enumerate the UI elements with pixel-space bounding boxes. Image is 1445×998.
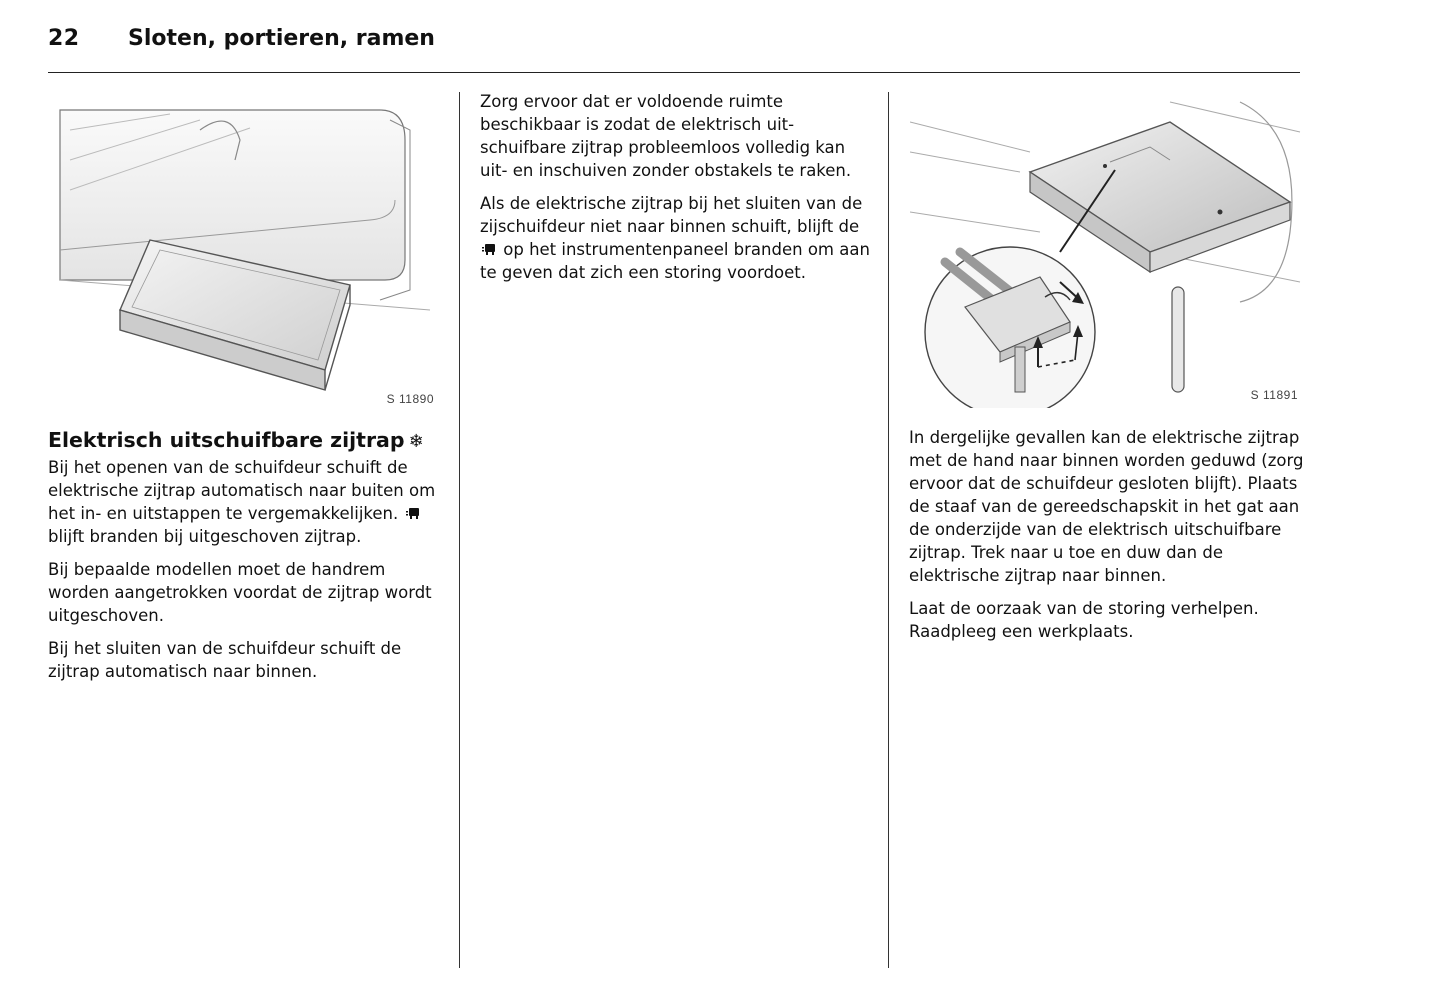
section-heading — [48, 428, 424, 452]
figure-label-left: S 11890 — [386, 392, 434, 406]
side-step-illustration — [50, 100, 440, 410]
middle-paragraph-2 — [480, 192, 874, 284]
page-number: 22 — [48, 26, 80, 51]
header-rule — [48, 72, 1300, 73]
middle-paragraph-2-text-a: Als de elektrische zijtrap bij het sluiten van de zijschuifdeur niet naar binnen schuift, blijft de — [480, 194, 863, 236]
left-paragraph-1 — [48, 456, 444, 548]
left-paragraph-2: Bij bepaalde modellen moet de handrem worden aangetrokken voordat de zijtrap wordt uitgeschoven. — [48, 560, 432, 625]
middle-paragraph-1: Zorg ervoor dat er voldoende ruimte beschikbaar is zodat de elektrisch uitschuifbare zijtrap probleemloos volledig kan uit- en inschuiven zonder obstakels te raken. — [480, 92, 852, 180]
step-warning-icon — [406, 507, 420, 520]
left-paragraph-1-text-a: Bij het openen van de schuifdeur schuift de elektrische zijtrap automatisch naar buiten om het in- en uitstappen te vergemakkelijken. — [48, 458, 436, 523]
section-title: Sloten, portieren, ramen — [128, 26, 435, 51]
middle-paragraph-2-text-b: op het instrumentenpaneel branden om aan te geven dat zich een storing voordoet. — [480, 240, 870, 282]
right-column — [909, 426, 1305, 653]
section-heading-text: Elektrisch uitschuifbare zijtrap — [48, 428, 405, 452]
left-column — [48, 456, 444, 693]
right-paragraph-2: Laat de oorzaak van de storing verhelpen. Raadpleeg een werkplaats. — [909, 599, 1259, 641]
optional-equipment-icon: ❄ — [408, 431, 424, 452]
column-divider-right — [888, 92, 889, 968]
column-divider-left — [459, 92, 460, 968]
left-paragraph-3: Bij het sluiten van de schuifdeur schuift de zijtrap automatisch naar binnen. — [48, 639, 402, 681]
manual-retraction-illustration — [910, 92, 1302, 408]
figure-label-right: S 11891 — [1250, 388, 1298, 402]
right-paragraph-1: In dergelijke gevallen kan de elektrische zijtrap met de hand naar binnen worden geduwd (zorg ervoor dat de schuifdeur gesloten blijft). Plaats de staaf van de gereedschapskit in het gat aan de onderzijde van de elektrisch uitschuifbare zijtrap. Trek naar u toe en duw dan de elektrische zijtrap naar binnen. — [909, 428, 1304, 585]
left-paragraph-1-text-b: blijft branden bij uitgeschoven zijtrap. — [48, 527, 362, 546]
middle-column — [480, 90, 874, 294]
step-warning-icon — [482, 243, 496, 256]
